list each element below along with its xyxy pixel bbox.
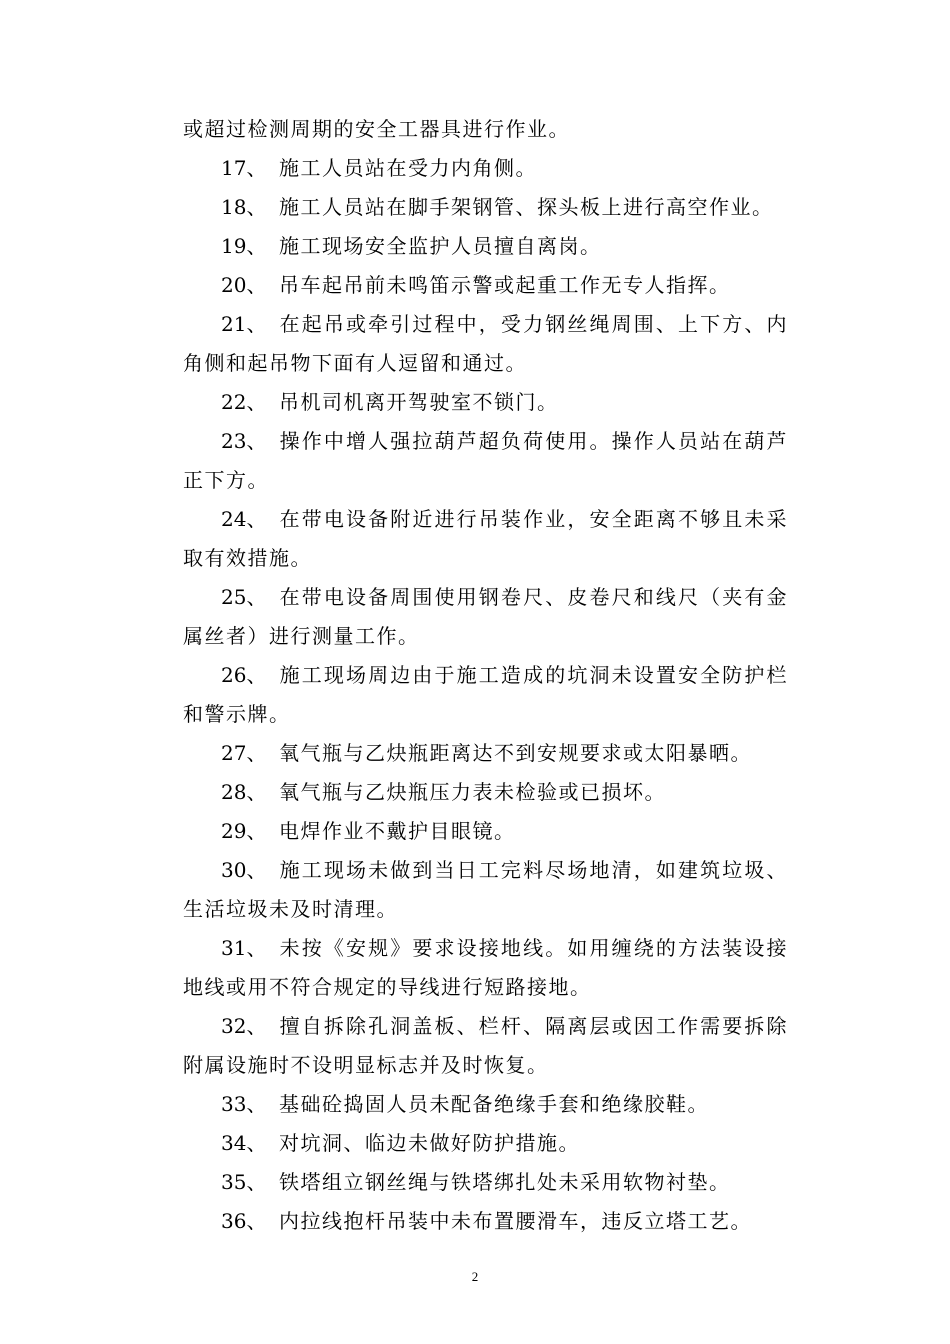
item-number: 24、 — [221, 507, 267, 531]
item-text: 操作中增人强拉葫芦超负荷使用。操作人员站在葫芦正下方。 — [183, 429, 788, 492]
list-item — [183, 500, 788, 578]
list-item — [183, 734, 788, 773]
continuation-paragraph: 或超过检测周期的安全工器具进行作业。 — [183, 117, 570, 141]
item-number: 17、 — [221, 156, 267, 180]
item-number: 30、 — [221, 858, 267, 882]
item-number: 23、 — [221, 429, 267, 453]
item-text: 在带电设备附近进行吊装作业，安全距离不够且未采取有效措施。 — [183, 507, 788, 570]
list-item — [183, 812, 788, 851]
item-text: 内拉线抱杆吊装中未布置腰滑车，违反立塔工艺。 — [279, 1209, 752, 1233]
item-number: 36、 — [221, 1209, 267, 1233]
item-number: 27、 — [221, 741, 267, 765]
item-number: 33、 — [221, 1092, 267, 1116]
list-item — [183, 1202, 788, 1241]
item-number: 19、 — [221, 234, 267, 258]
item-text: 施工人员站在受力内角侧。 — [279, 156, 537, 180]
list-item — [183, 851, 788, 929]
list-item — [183, 1124, 788, 1163]
list-item — [183, 383, 788, 422]
item-text: 铁塔组立钢丝绳与铁塔绑扎处未采用软物衬垫。 — [279, 1170, 731, 1194]
item-text: 在起吊或牵引过程中，受力钢丝绳周围、上下方、内角侧和起吊物下面有人逗留和通过。 — [183, 312, 788, 375]
item-text: 施工现场安全监护人员擅自离岗。 — [279, 234, 602, 258]
item-text: 未按《安规》要求设接地线。如用缠绕的方法装设接地线或用不符合规定的导线进行短路接地。 — [183, 936, 788, 999]
list-item — [183, 1085, 788, 1124]
item-number: 26、 — [221, 663, 267, 687]
item-text: 对坑洞、临边未做好防护措施。 — [279, 1131, 580, 1155]
item-text: 吊机司机离开驾驶室不锁门。 — [279, 390, 559, 414]
item-text: 氧气瓶与乙炔瓶压力表未检验或已损坏。 — [279, 780, 666, 804]
item-text: 在带电设备周围使用钢卷尺、皮卷尺和线尺（夹有金属丝者）进行测量工作。 — [183, 585, 788, 648]
item-text: 施工人员站在脚手架钢管、探头板上进行高空作业。 — [279, 195, 774, 219]
item-text: 氧气瓶与乙炔瓶距离达不到安规要求或太阳暴晒。 — [279, 741, 752, 765]
list-item — [183, 1163, 788, 1202]
item-number: 34、 — [221, 1131, 267, 1155]
numbered-list — [183, 149, 788, 1241]
list-item — [183, 305, 788, 383]
item-number: 20、 — [221, 273, 267, 297]
item-text: 基础砼捣固人员未配备绝缘手套和绝缘胶鞋。 — [279, 1092, 709, 1116]
list-item — [183, 227, 788, 266]
item-number: 29、 — [221, 819, 267, 843]
item-number: 32、 — [221, 1014, 267, 1038]
item-text: 吊车起吊前未鸣笛示警或起重工作无专人指挥。 — [279, 273, 731, 297]
item-text: 施工现场周边由于施工造成的坑洞未设置安全防护栏和警示牌。 — [183, 663, 788, 726]
list-item — [183, 422, 788, 500]
item-number: 28、 — [221, 780, 267, 804]
item-text: 施工现场未做到当日工完料尽场地清，如建筑垃圾、生活垃圾未及时清理。 — [183, 858, 788, 921]
list-item — [183, 266, 788, 305]
list-item — [183, 578, 788, 656]
item-number: 35、 — [221, 1170, 267, 1194]
list-item — [183, 656, 788, 734]
list-item — [183, 1007, 788, 1085]
document-body — [183, 110, 788, 1241]
list-item — [183, 149, 788, 188]
item-number: 25、 — [221, 585, 267, 609]
list-item — [183, 188, 788, 227]
item-number: 21、 — [221, 312, 267, 336]
list-item — [183, 929, 788, 1007]
item-number: 31、 — [221, 936, 267, 960]
page-number: 2 — [471, 1269, 479, 1284]
item-text: 电焊作业不戴护目眼镜。 — [279, 819, 516, 843]
item-number: 22、 — [221, 390, 267, 414]
item-text: 擅自拆除孔洞盖板、栏杆、隔离层或因工作需要拆除附属设施时不设明显标志并及时恢复。 — [183, 1014, 788, 1077]
list-item — [183, 773, 788, 812]
item-number: 18、 — [221, 195, 267, 219]
